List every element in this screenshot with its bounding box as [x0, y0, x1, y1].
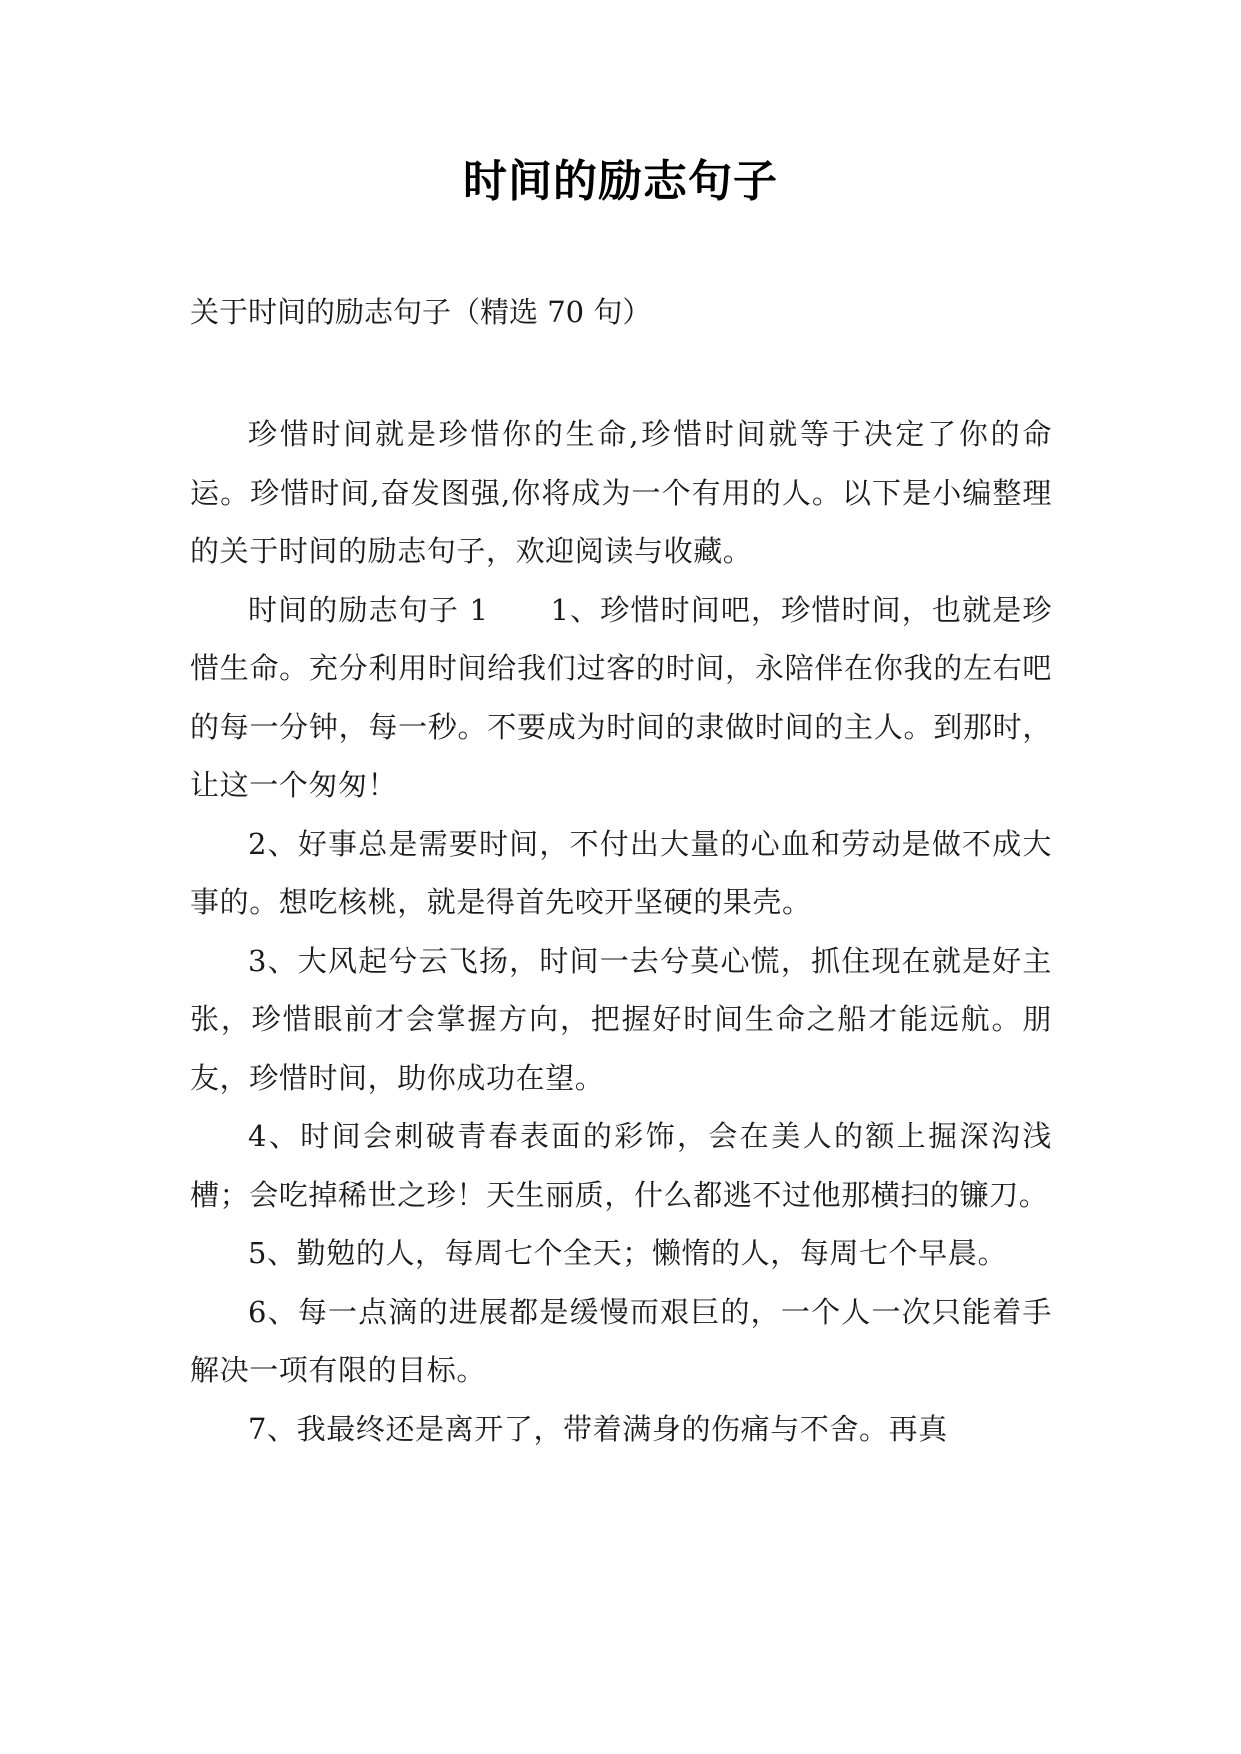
quote-item: 4、时间会刺破青春表面的彩饰，会在美人的额上掘深沟浅槽；会吃掉稀世之珍！天生丽质，什么都逃不过他那横扫的镰刀。	[190, 1119, 1052, 1212]
document-subtitle: 关于时间的励志句子（精选 70 句）	[190, 295, 652, 329]
quote-item: 6、每一点滴的进展都是缓慢而艰巨的，一个人一次只能着手解决一项有限的目标。	[190, 1294, 1052, 1387]
section-paragraph-1	[190, 581, 1052, 815]
quote-item: 3、大风起兮云飞扬，时间一去兮莫心慌，抓住现在就是好主张，珍惜眼前才会掌握方向，把握好时间生命之船才能远航。朋友，珍惜时间，助你成功在望。	[190, 943, 1052, 1095]
quote-item: 1、珍惜时间吧，珍惜时间，也就是珍惜生命。充分利用时间给我们过客的时间，永陪伴在你我的左右吧的每一分钟，每一秒。不要成为时间的隶做时间的主人。到那时，让这一个匆匆！	[190, 592, 1052, 802]
section-heading: 时间的励志句子 1	[248, 592, 489, 627]
quote-item: 5、勤勉的人，每周七个全天；懒惰的人，每周七个早晨。	[248, 1236, 1008, 1270]
quote-item: 2、好事总是需要时间，不付出大量的心血和劳动是做不成大事的。想吃核桃，就是得首先咬开坚硬的果壳。	[190, 826, 1052, 919]
document-body	[190, 405, 1052, 1458]
intro-paragraph: 珍惜时间就是珍惜你的生命,珍惜时间就等于决定了你的命运。珍惜时间,奋发图强,你将成为一个有用的人。以下是小编整理的关于时间的励志句子，欢迎阅读与收藏。	[190, 417, 1052, 568]
quote-item: 7、我最终还是离开了，带着满身的伤痛与不舍。再真	[248, 1411, 948, 1446]
document-title: 时间的励志句子	[463, 156, 778, 207]
